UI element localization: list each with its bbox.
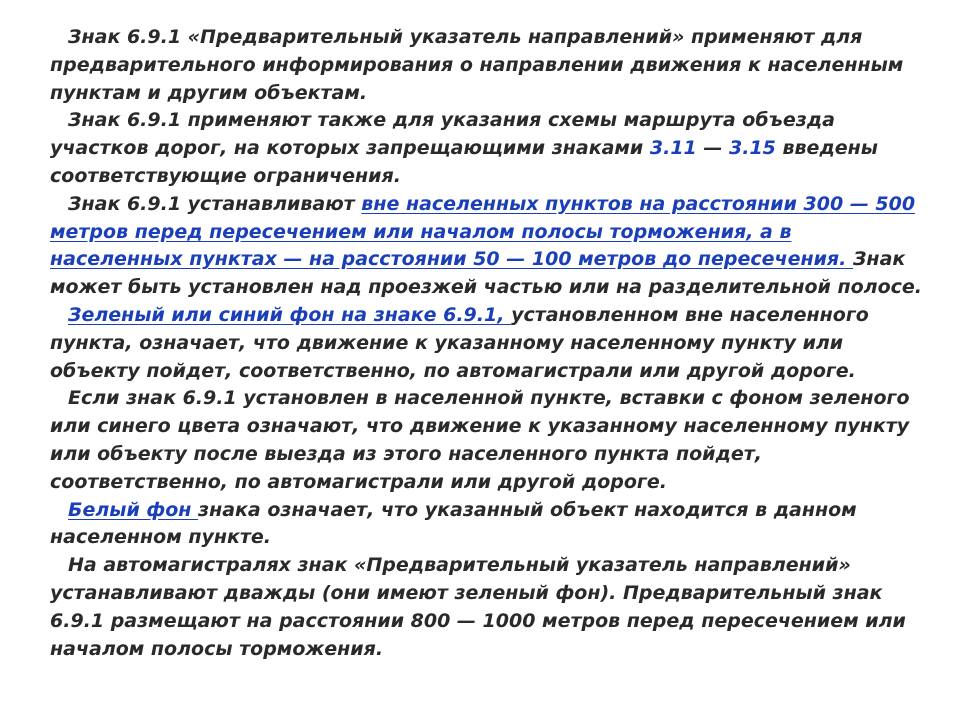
paragraph-text: знака означает, что указанный объект находится в данном населенном пункте. xyxy=(50,498,857,549)
sign-link-3-15[interactable]: 3.15 xyxy=(729,137,776,160)
sign-link-3-11[interactable]: 3.11 xyxy=(649,137,697,160)
paragraph-text: Знак 6.9.1 устанавливают xyxy=(68,192,362,215)
document-body xyxy=(50,24,930,663)
paragraph-white-background xyxy=(50,497,930,553)
paragraph-text: Знак может быть установлен над проезжей частью или на разделительной полосе. xyxy=(50,248,922,299)
paragraph-text: Знак 6.9.1 «Предварительный указатель направлений» применяют для предварительного информирования о направлении движения к населенным пунктам и другим объектам. xyxy=(50,26,904,104)
paragraph-inserts-in-town xyxy=(50,385,930,496)
paragraph-text: Знак 6.9.1 применяют также для указания схемы маршрута объезда участков дорог, на которых запрещающими знаками xyxy=(50,109,835,160)
paragraph-text: Если знак 6.9.1 установлен в населенной пункте, вставки с фоном зеленого или синего цвета означают, что движение к указанному населенному пункту или объекту после выезда из этого населенного пункта пойдет, соответственно, по автомагистрали или другой дороге. xyxy=(50,387,910,493)
green-blue-background-link[interactable]: Зеленый или синий фон на знаке 6.9.1, xyxy=(68,303,512,326)
white-background-link[interactable]: Белый фон xyxy=(68,498,199,521)
distance-link[interactable]: вне населенных пунктов на расстоянии 300 — 500 метров перед пересечением или началом полосы торможения, а в населенных пунктах — на расстоянии 50 — 100 метров до пересечения. xyxy=(50,192,916,271)
paragraph-text: введены соответствующие ограничения. xyxy=(50,137,878,187)
paragraph-text: На автомагистралях знак «Предварительный указатель направлений» устанавливают дважды (они имеют зеленый фон). Предварительный знак 6.9.1 размещают на расстоянии 800 — 1000 метров перед пересечением или началом полосы торможения. xyxy=(50,554,906,660)
paragraph-text: установленном вне населенного пункта, означает, что движение к указанному населенному пункту или объекту пойдет, соответственно, по автомагистрали или другой дороге. xyxy=(50,303,869,382)
dash-text: — xyxy=(696,137,729,160)
paragraph-sign-purpose xyxy=(50,24,930,107)
paragraph-detour-scheme xyxy=(50,107,930,190)
paragraph-motorways xyxy=(50,552,930,663)
paragraph-installation-distance xyxy=(50,191,930,302)
paragraph-background-color xyxy=(50,302,930,385)
